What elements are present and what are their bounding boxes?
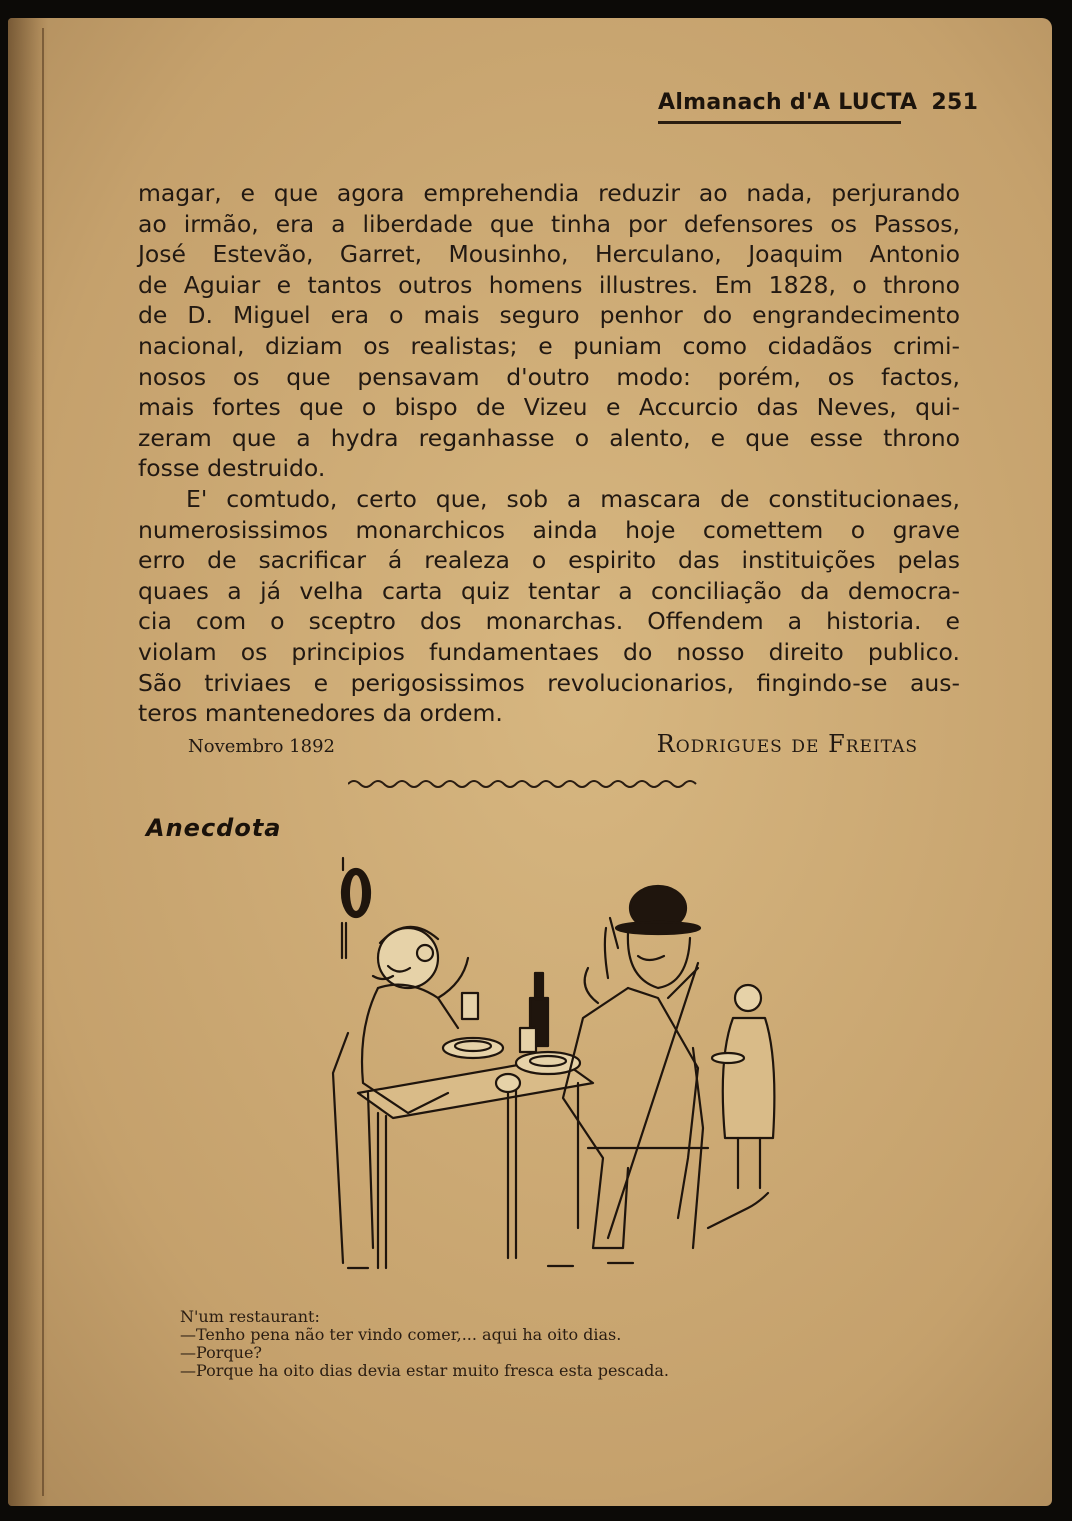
text-line: José Estevão, Garret, Mousinho, Herculano, Joaquim Antonio <box>138 240 960 269</box>
text-line: quaes a já velha carta quiz tentar a conciliação da democra- <box>138 576 960 605</box>
article-body <box>138 178 960 729</box>
running-header <box>658 90 978 124</box>
article-date: Novembro 1892 <box>188 736 335 757</box>
text-line: ao irmão, era a liberdade que tinha por defensores os Passos, <box>138 209 960 238</box>
text-line: de Aguiar e tantos outros homens illustres. Em 1828, o throno <box>138 270 960 299</box>
caption-line: —Porque ha oito dias devia estar muito fresca esta pescada. <box>180 1361 669 1380</box>
text-line: E' comtudo, certo que, sob a mascara de constitucionaes, <box>186 484 960 513</box>
caption-line: —Tenho pena não ter vindo comer,... aqui ha oito dias. <box>180 1325 622 1344</box>
text-line: nacional, diziam os realistas; e puniam como cidadãos crimi- <box>138 331 960 360</box>
caption-line: N'um restaurant: <box>180 1307 320 1326</box>
text-line: numerosissimos monarchicos ainda hoje comettem o grave <box>138 515 960 544</box>
article-author: Rodrigues de Freitas <box>656 730 918 758</box>
wavy-divider-ornament <box>348 776 698 792</box>
text-line: nosos os que pensavam d'outro modo: porém, os factos, <box>138 362 960 391</box>
text-line: magar, e que agora emprehendia reduzir ao nada, perjurando <box>138 179 960 207</box>
text-line: de D. Miguel era o mais seguro penhor do engrandecimento <box>138 301 960 330</box>
text-line: cia com o sceptro dos monarchas. Offendem a historia. e <box>138 607 960 636</box>
text-line: zeram que a hydra reganhasse o alento, e que esse throno <box>138 423 960 452</box>
paragraph-1 <box>138 178 960 484</box>
text-line: violam os principios fundamentaes do nosso direito publico. <box>138 637 960 666</box>
header-rule <box>658 121 901 124</box>
anecdote-caption <box>180 1308 669 1380</box>
signature-row <box>188 730 918 764</box>
book-page <box>8 18 1052 1506</box>
text-line: teros mantenedores da ordem. <box>138 699 503 728</box>
header-title: Almanach d'A LUCTA <box>658 90 918 115</box>
text-line: São triviaes e perigosissimos revolucionarios, fingindo-se aus- <box>138 668 960 697</box>
caption-line: —Porque? <box>180 1343 262 1362</box>
paragraph-2 <box>138 484 960 729</box>
text-line: erro de sacrificar á realeza o espirito das instituições pelas <box>138 546 960 575</box>
section-title: Anecdota <box>146 814 282 842</box>
text-line: fosse destruido. <box>138 454 326 483</box>
restaurant-cartoon-illustration <box>308 848 788 1298</box>
page-number: 251 <box>931 90 979 115</box>
text-line: mais fortes que o bispo de Vizeu e Accurcio das Neves, qui- <box>138 393 960 422</box>
